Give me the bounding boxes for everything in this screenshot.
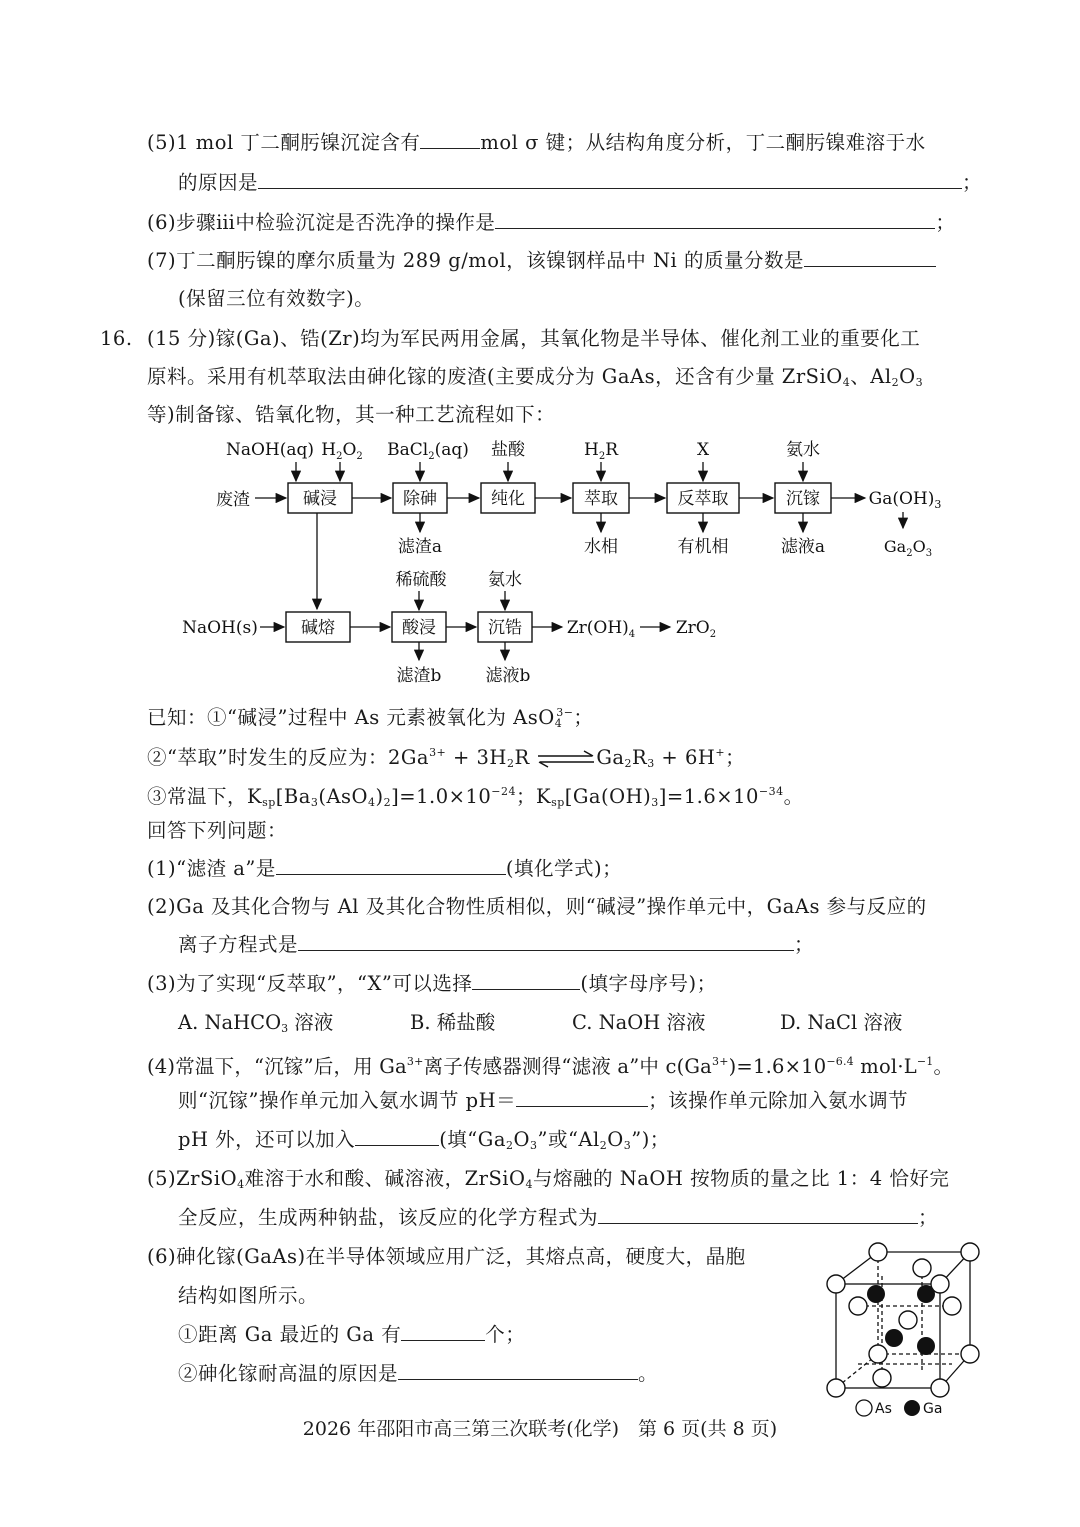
option-c[interactable]: C. NaOH 溶液 [572, 1011, 706, 1034]
answer-blank[interactable] [276, 856, 506, 875]
flow-label: NaOH(aq) [225, 440, 315, 460]
flow-label: 酸浸 [402, 618, 436, 638]
flow-label: 纯化 [491, 489, 525, 509]
q16-part1: (1)“滤渣 a”是 (填化学式)； [147, 857, 623, 880]
flow-label: 氨水 [488, 570, 522, 590]
answer-prompt: 回答下列问题： [147, 819, 288, 842]
known-2: ②“萃取”时发生的反应为：$2Ga^{3+} + 3H_2R$ $Ga_2R_3 + 6H^+$； [147, 746, 746, 770]
flow-label: X [696, 440, 710, 460]
q16-intro-line3: 等)制备镓、锆氧化物，其一种工艺流程如下： [147, 403, 556, 426]
flow-label: ZrO$_2$ [675, 618, 717, 640]
flow-label: $Ga_2O_3$ [883, 537, 933, 559]
legend-as: As [875, 1401, 892, 1417]
flow-label: 反萃取 [677, 489, 729, 509]
q16-part2-line1: (2)Ga 及其化合物与 Al 及其化合物性质相似，则“碱浸”操作单元中，GaAs 参与反应的 [147, 895, 927, 918]
page-footer: 2026 年邵阳市高三第三次联考(化学) 第 6 页(共 8 页) [302, 1418, 778, 1440]
answer-blank[interactable] [401, 1322, 485, 1341]
option-d[interactable]: D. NaCl 溶液 [780, 1011, 903, 1034]
flow-label: $Ga(OH)_3$ [868, 489, 942, 511]
flow-label: $H_2O_2$ [321, 440, 363, 462]
q15-part5-line2: 的原因是 ； [178, 171, 983, 194]
flow-label: 滤液b [485, 666, 531, 686]
flow-label: $H_2R$ [583, 440, 619, 462]
flow-label: $Zr(OH)_4$ [566, 618, 636, 640]
known-3: ③常温下，$K_{sp}[Ba_3(AsO_4)_2]=1.0\times 10^{-24}$；$K_{sp}[Ga(OH)_3]=1.6\times 10^{-34}$。 [147, 785, 804, 809]
q16-part3: (3)为了实现“反萃取”，“X”可以选择 (填字母序号)； [147, 972, 717, 995]
q16-part6-sub1: ①距离 Ga 最近的 Ga 有 个； [178, 1323, 526, 1346]
answer-blank[interactable] [355, 1127, 439, 1146]
q15-part7: (7)丁二酮肟镍的摩尔质量为 289 g/mol，该镍钢样品中 Ni 的质量分数是 [147, 248, 936, 274]
q16-part4-line3: pH 外，还可以加入 (填“$Ga_2O_3$”或“$Al_2O_3$”)； [178, 1128, 670, 1152]
flow-label: 有机相 [677, 537, 729, 557]
q15-part5-line1: (5)1 mol 丁二酮肟镍沉淀含有 mol σ 键；从结构角度分析，丁二酮肟镍难溶于水 [147, 131, 926, 154]
q16-intro-line2: 原料。采用有机萃取法由砷化镓的废渣(主要成分为 GaAs，还含有少量 ZrSiO$_4$、$Al_2O_3$ [147, 365, 924, 389]
q16-intro-line1: (15 分)镓(Ga)、锆(Zr)均为军民两用金属，其氧化物是半导体、催化剂工业的重要化工 [147, 327, 921, 350]
process-flow-diagram [170, 428, 942, 688]
q16-part5-line1: (5)ZrSiO$_4$难溶于水和酸、碱溶液，ZrSiO$_4$与熔融的 NaOH 按物质的量之比 1：4 恰好完 [147, 1167, 950, 1191]
flow-label: 沉镓 [786, 489, 820, 509]
flow-label: 滤渣b [396, 666, 442, 686]
flow-label: NaOH(s) [182, 618, 258, 638]
flow-label: 滤渣a [397, 537, 443, 557]
flow-label: 碱浸 [303, 489, 337, 509]
known-1: 已知：①“碱浸”过程中 As 元素被氧化为 AsO$_4^{3-}$； [147, 706, 594, 730]
flow-label: 沉锆 [488, 618, 522, 638]
flow-label: 滤液a [780, 537, 826, 557]
gaas-unit-cell-diagram [822, 1238, 982, 1416]
answer-blank[interactable] [398, 1361, 638, 1380]
answer-blank[interactable] [472, 971, 580, 990]
answer-blank[interactable] [258, 170, 962, 189]
equilibrium-arrow-icon [536, 750, 596, 768]
flow-label: BaCl$_2$(aq) [387, 440, 469, 462]
q16-part6-line2: 结构如图所示。 [178, 1284, 319, 1307]
q16-part6-sub2: ②砷化镓耐高温的原因是 。 [178, 1362, 659, 1385]
flow-label: 稀硫酸 [395, 570, 447, 590]
flow-label: 氨水 [786, 440, 820, 460]
answer-blank[interactable] [495, 210, 935, 229]
q16-part6-line1: (6)砷化镓(GaAs)在半导体领域应用广泛，其熔点高，硬度大，晶胞 [147, 1245, 746, 1268]
q16-part4-line2: 则“沉镓”操作单元加入氨水调节 pH＝ ；该操作单元除加入氨水调节 [178, 1089, 909, 1112]
flow-label: 盐酸 [491, 440, 525, 460]
answer-blank[interactable] [420, 130, 480, 149]
flow-label: 萃取 [584, 489, 618, 509]
flow-label: 水相 [584, 537, 618, 557]
q15-part6: (6)步骤ⅲ中检验沉淀是否洗净的操作是 ； [147, 211, 956, 234]
option-b[interactable]: B. 稀盐酸 [410, 1011, 496, 1034]
answer-blank[interactable] [598, 1205, 918, 1224]
flow-label: 除砷 [403, 489, 437, 509]
flow-label: 废渣 [216, 490, 250, 510]
answer-blank[interactable] [804, 248, 936, 267]
question-number: 16. [100, 327, 133, 350]
q16-part4-line1: (4)常温下，“沉镓”后，用 $Ga^{3+}$离子传感器测得“滤液 a”中 $c(Ga^{3+})=1.6\times 10^{-6.4}$ $mol\cdot L^{-1}$。 [147, 1055, 954, 1078]
answer-blank[interactable] [298, 932, 794, 951]
flow-label: 碱熔 [301, 618, 335, 638]
q16-part5-line2: 全反应，生成两种钠盐，该反应的化学方程式为 ； [178, 1206, 939, 1229]
q15-part7-note: (保留三位有效数字)。 [178, 287, 375, 310]
option-a[interactable]: A. NaHCO$_3$ 溶液 [178, 1011, 334, 1035]
legend-ga: Ga [923, 1401, 943, 1417]
q16-part2-line2: 离子方程式是 ； [178, 933, 815, 956]
answer-blank[interactable] [516, 1088, 648, 1107]
